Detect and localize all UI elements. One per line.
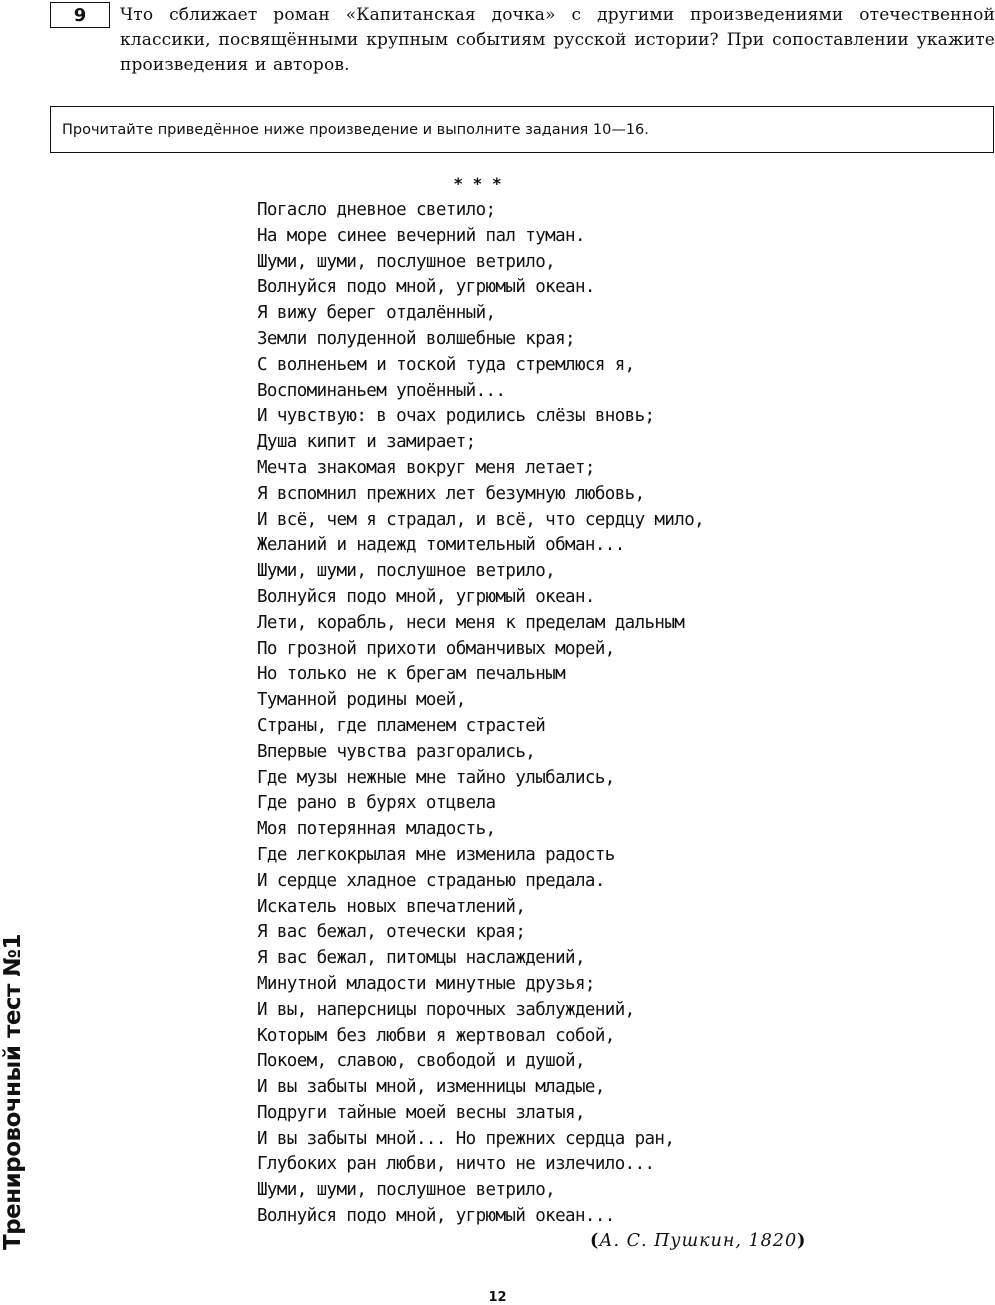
poem-line: Волнуйся подо мной, угрюмый океан. — [257, 586, 595, 607]
poem-line: Которым без любви я жертвовал собой, — [257, 1025, 615, 1046]
instruction-text: Прочитайте приведённое ниже произведение и выполните задания 10—16. — [62, 121, 649, 138]
poem-line: И вы, наперсницы порочных заблуждений, — [257, 999, 635, 1020]
poem-line: Я вижу берег отдалённый, — [257, 303, 496, 324]
page-number: 12 — [488, 1290, 507, 1305]
side-label: Тренировочный тест №1 — [0, 933, 26, 1250]
poem-line: По грозной прихоти обманчивых морей, — [257, 638, 615, 659]
task-number-box: 9 — [50, 2, 110, 28]
poem-line: Моя потерянная младость, — [257, 819, 496, 840]
poem-line: Туманной родины моей, — [257, 690, 466, 711]
poem-line: Желаний и надежд томительный обман... — [257, 535, 625, 556]
poem-line: Я вас бежал, отечески края; — [257, 922, 526, 943]
poem-line: Покоем, славою, свободой и душой, — [257, 1051, 585, 1072]
poem-line: Где музы нежные мне тайно улыбались, — [257, 767, 615, 788]
poem-line: Шуми, шуми, послушное ветрило, — [257, 1180, 556, 1201]
poem-line: Шуми, шуми, послушное ветрило, — [257, 251, 556, 272]
poem-line: И вы забыты мной, изменницы младые, — [257, 1077, 605, 1098]
poem-stars: * * * — [453, 174, 502, 193]
poem-line: Волнуйся подо мной, угрюмый океан... — [257, 1206, 615, 1227]
poem-line: Где рано в бурях отцвела — [257, 793, 496, 814]
poem-line: Мечта знакомая вокруг меня летает; — [257, 457, 595, 478]
poem-line: Но только не к брегам печальным — [257, 664, 566, 685]
poem-line: Я вас бежал, питомцы наслаждений, — [257, 948, 585, 969]
poem-line: Земли полуденной волшебные края; — [257, 328, 575, 349]
poem-line: И чувствую: в очах родились слёзы вновь; — [257, 406, 655, 427]
poem-line: И всё, чем я страдал, и всё, что сердцу мило, — [257, 509, 705, 530]
poem-line: С волненьем и тоской туда стремлюся я, — [257, 354, 635, 375]
poem-line: Воспоминаньем упоённый... — [257, 380, 506, 401]
attribution-open-paren: ( — [590, 1231, 600, 1251]
poem-line: На море синее вечерний пал туман. — [257, 225, 585, 246]
poem-line: Впервые чувства разгорались, — [257, 741, 536, 762]
poem-line: Душа кипит и замирает; — [257, 432, 476, 453]
attribution-text: А. С. Пушкин, 1820 — [599, 1231, 798, 1251]
attribution-close-paren: ) — [797, 1231, 807, 1251]
poem-line: Подруги тайные моей весны златыя, — [257, 1102, 585, 1123]
instruction-box — [50, 106, 994, 153]
poem-line: Глубоких ран любви, ничто не излечило... — [257, 1154, 655, 1175]
poem-line: Погасло дневное светило; — [257, 200, 496, 220]
poem-attribution — [590, 1231, 806, 1251]
poem-line: Я вспомнил прежних лет безумную любовь, — [257, 483, 645, 504]
poem-line: Волнуйся подо мной, угрюмый океан. — [257, 277, 595, 298]
poem-line: И вы забыты мной... Но прежних сердца ран, — [257, 1128, 675, 1149]
poem-line: Шуми, шуми, послушное ветрило, — [257, 561, 556, 582]
poem-line: Лети, корабль, неси меня к пределам дальным — [257, 612, 685, 633]
poem-line: И сердце хладное страданью предала. — [257, 870, 605, 891]
poem-text — [257, 198, 704, 1230]
task-question: Что сближает роман «Капитанская дочка» с другими произведениями отечественной классики, посвящёнными крупным событиям русской истории? При сопоставлении укажите произведения и авторов. — [120, 5, 995, 75]
poem-line: Где легкокрылая мне изменила радость — [257, 844, 615, 865]
poem-line: Страны, где пламенем страстей — [257, 715, 546, 736]
poem-line: Минутной младости минутные друзья; — [257, 973, 595, 994]
poem-line: Искатель новых впечатлений, — [257, 896, 526, 917]
